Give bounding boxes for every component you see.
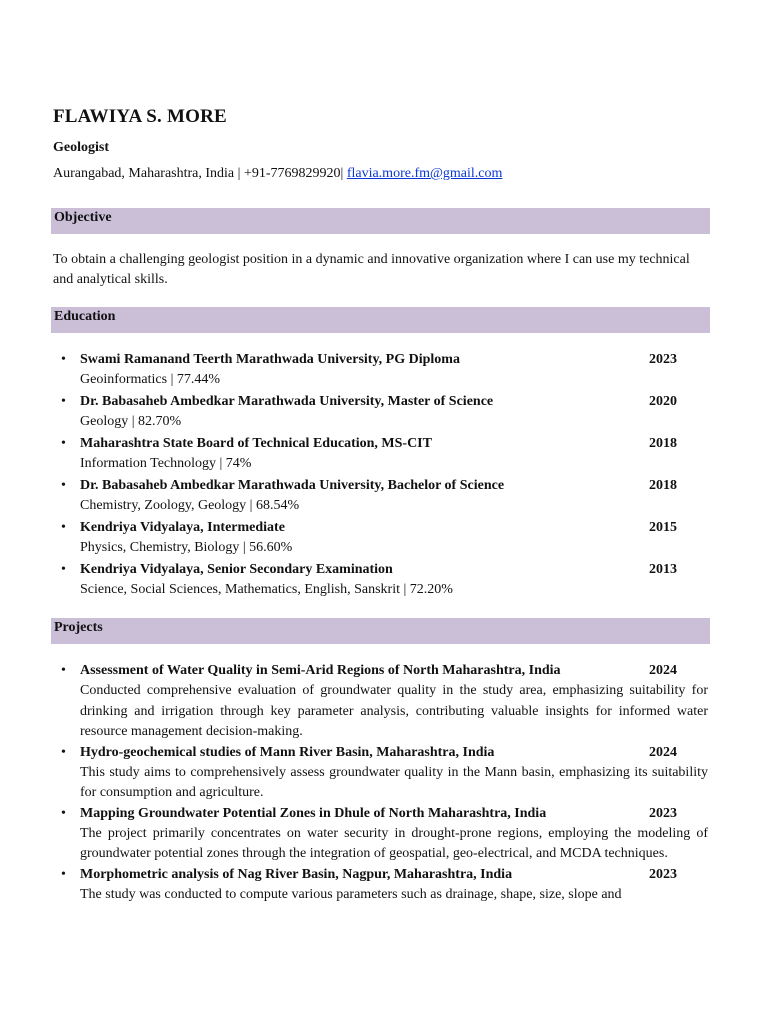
education-year: 2023 — [649, 352, 677, 367]
education-title: • Kendriya Vidyalaya, Intermediate — [80, 520, 285, 535]
project-description: The study was conducted to compute various parameters such as drainage, shape, size, slope and — [80, 886, 622, 902]
email-link[interactable]: flavia.more.fm@gmail.com — [346, 166, 503, 181]
project-item — [53, 804, 708, 865]
education-detail: Geology | 82.70% — [80, 414, 182, 429]
education-year: 2018 — [649, 436, 677, 451]
contact-line — [53, 166, 502, 182]
education-detail: Information Technology | 74% — [80, 456, 252, 471]
education-title: • Kendriya Vidyalaya, Senior Secondary Examination — [80, 562, 393, 577]
project-year: 2024 — [649, 744, 677, 760]
project-title: • Morphometric analysis of Nag River Basin, Nagpur, Maharashtra, India — [80, 866, 513, 882]
candidate-name: FLAWIYA S. MORE — [53, 106, 227, 127]
education-title: • Dr. Babasaheb Ambedkar Marathwada University, Bachelor of Science — [80, 478, 505, 493]
section-header-projects: Projects — [51, 618, 710, 644]
project-description: This study aims to comprehensively assess groundwater quality in the Mann basin, emphasizing its suitability for consumption and agriculture. — [80, 764, 708, 800]
education-title: • Dr. Babasaheb Ambedkar Marathwada University, Master of Science — [80, 394, 494, 409]
objective-text: To obtain a challenging geologist position in a dynamic and innovative organization where I can use my technical and analytical skills. — [53, 252, 690, 287]
project-description: The project primarily concentrates on water security in drought-prone regions, employing the modeling of groundwater potential zones through the integration of geospatial, geo-electrical, and MCDA techniques. — [80, 825, 708, 861]
section-header-education: Education — [51, 307, 710, 333]
project-description: Conducted comprehensive evaluation of groundwater quality in the study area, emphasizing suitability for drinking and irrigation through key parameter analysis, contributing valuable insights for informed water resource management decision-making. — [80, 683, 708, 739]
education-item — [53, 518, 708, 560]
education-item — [53, 560, 708, 602]
education-year: 2018 — [649, 478, 677, 493]
education-year: 2013 — [649, 562, 677, 577]
project-title: • Mapping Groundwater Potential Zones in Dhule of North Maharashtra, India — [80, 805, 547, 821]
projects-list — [53, 661, 708, 905]
education-list — [53, 350, 708, 602]
project-item — [53, 865, 708, 906]
education-title: • Maharashtra State Board of Technical Education, MS-CIT — [80, 436, 432, 451]
education-detail: Geoinformatics | 77.44% — [80, 372, 221, 387]
education-detail: Science, Social Sciences, Mathematics, English, Sanskrit | 72.20% — [80, 582, 453, 597]
education-item — [53, 392, 708, 434]
education-year: 2015 — [649, 520, 677, 535]
project-year: 2023 — [649, 866, 677, 882]
education-year: 2020 — [649, 394, 677, 409]
project-title: • Hydro-geochemical studies of Mann River Basin, Maharashtra, India — [80, 744, 495, 760]
candidate-role: Geologist — [53, 140, 109, 155]
project-year: 2024 — [649, 663, 677, 678]
education-detail: Chemistry, Zoology, Geology | 68.54% — [80, 498, 300, 513]
project-title: • Assessment of Water Quality in Semi-Arid Regions of North Maharashtra, India — [80, 663, 561, 678]
contact-text: Aurangabad, Maharashtra, India | +91-7769829920| — [53, 166, 347, 181]
project-item — [53, 661, 708, 743]
education-item — [53, 434, 708, 476]
education-item — [53, 476, 708, 518]
project-year: 2023 — [649, 805, 677, 821]
education-item — [53, 350, 708, 392]
project-item — [53, 743, 708, 804]
education-title: • Swami Ramanand Teerth Marathwada University, PG Diploma — [80, 352, 460, 367]
section-header-objective: Objective — [51, 208, 710, 234]
education-detail: Physics, Chemistry, Biology | 56.60% — [80, 540, 293, 555]
